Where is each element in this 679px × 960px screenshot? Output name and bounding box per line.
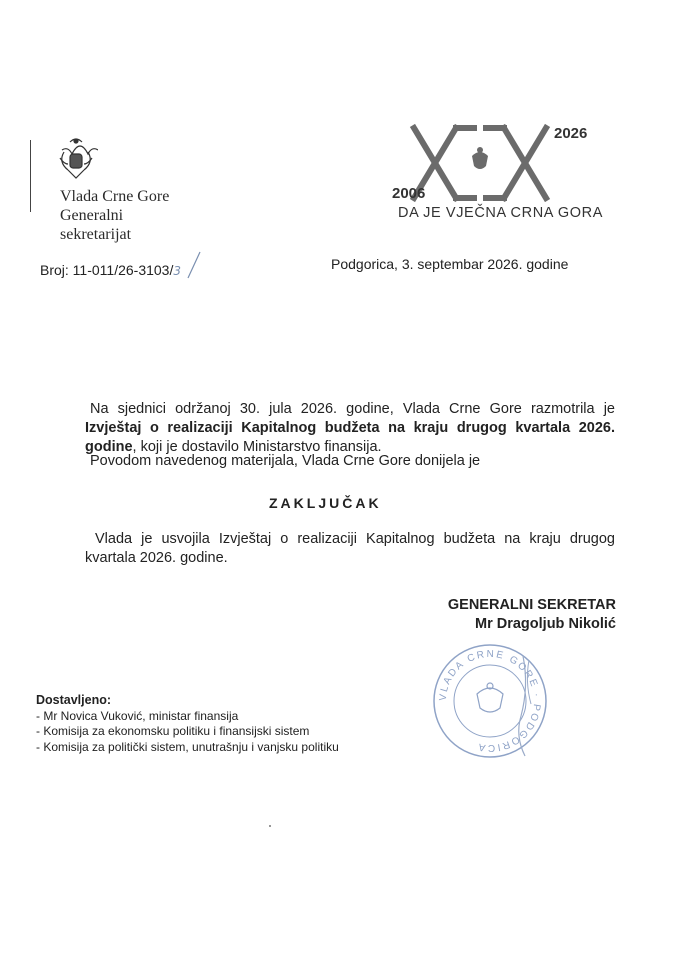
reference-handwritten-suffix: 3: [173, 264, 181, 278]
distribution-item: - Mr Novica Vuković, ministar finansija: [36, 708, 239, 723]
gov-line-2: Generalni: [60, 207, 124, 224]
header-divider-line: [30, 140, 31, 212]
jubilee-year-end: 2026: [554, 125, 588, 142]
conclusion-heading: ZAKLJUČAK: [269, 495, 382, 511]
jubilee-tagline: DA JE VJEČNA CRNA GORA: [398, 205, 603, 221]
paragraph-intro: [85, 400, 615, 457]
signature-block: [448, 596, 616, 634]
paragraph-intro-plain-a: Na sjednici održanoj 30. jula 2026. godine, Vlada Crne Gore razmotrila je: [90, 401, 615, 417]
distribution-item: - Komisija za politički sistem, unutrašnju i vanjsku politiku: [36, 739, 339, 754]
paragraph-intro-plain-b: , koji je dostavilo Ministarstvo finansija.: [132, 439, 382, 455]
jubilee-year-start: 2006: [392, 185, 426, 202]
reference-number: [40, 262, 181, 278]
paragraph-decision-intro: Povodom navedenog materijala, Vlada Crne Gore donijela je: [90, 453, 481, 469]
report-title: Izvještaj o realizaciji Kapitalnog budžeta na kraju drugog kvartala 2026. godine: [85, 420, 615, 455]
official-stamp: [425, 636, 555, 766]
place-and-date: Podgorica, 3. septembar 2026. godine: [331, 256, 569, 272]
distribution-title: Dostavljeno:: [36, 693, 112, 707]
scan-speck: [269, 825, 271, 827]
signer-title: GENERALNI SEKRETAR: [447, 597, 616, 613]
distribution-list: [36, 693, 339, 755]
gov-line-3: sekretarijat: [60, 226, 132, 243]
jubilee-logo: [386, 122, 606, 206]
coat-of-arms-icon: [54, 136, 98, 182]
paragraph-conclusion-text: Vlada je usvojila Izvještaj o realizaciji Kapitalnog budžeta na kraju drugog kvartala 2026. godine.: [85, 531, 615, 566]
svg-text:VLADA CRNE GORE · PODGORICA: VLADA CRNE GORE · PODGORICA: [437, 648, 543, 754]
distribution-item: - Komisija za ekonomsku politiku i finansijski sistem: [36, 724, 310, 738]
government-name: [60, 187, 169, 244]
handwritten-slash-mark: [180, 250, 206, 280]
reference-number-text: Broj: 11-011/26-3103/: [40, 262, 174, 278]
gov-line-1: Vlada Crne Gore: [60, 188, 170, 205]
signer-name: Mr Dragoljub Nikolić: [475, 616, 616, 632]
paragraph-conclusion: [85, 530, 615, 568]
